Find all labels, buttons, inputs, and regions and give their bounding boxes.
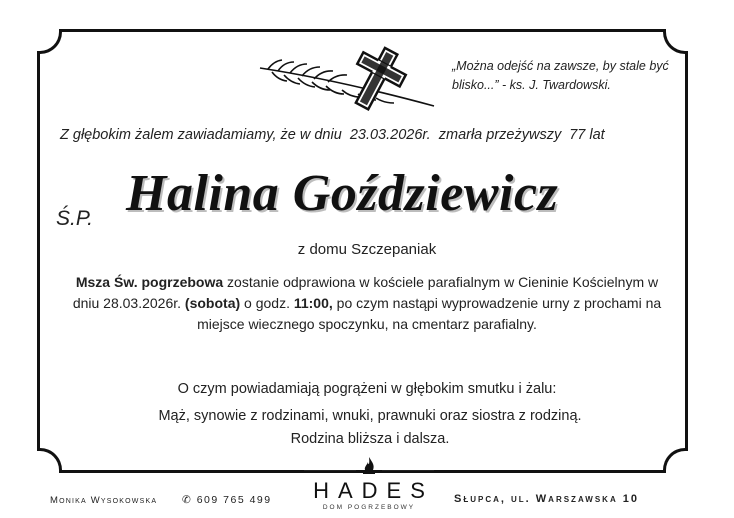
mass-text: zostanie odprawiona w kościele parafialnym w Cieninie Kościelnym w dniu 28.03.2026r. (72, 274, 659, 311)
mass-time: 11:00, (293, 295, 333, 311)
age-value: 77 lat (569, 127, 605, 143)
mass-text: o godz. (240, 295, 294, 311)
logo-rule (304, 470, 356, 471)
hades-logo (296, 456, 442, 516)
logo-name: HADES (313, 478, 434, 503)
footer-phone: ✆ 609 765 499 (182, 494, 272, 506)
footer-address: Słupca, ul. Warszawska 10 (454, 493, 640, 505)
mourners-line: Mąż, synowie z rodzinami, wnuki, prawnuki oraz siostra z rodziną. (158, 408, 582, 424)
death-date: 23.03.2026r. (349, 127, 431, 143)
announcement-text: Z głębokim żalem zawiadamiamy, że w dniu (60, 127, 342, 143)
frame-corner (663, 29, 688, 54)
frame-corner (37, 448, 62, 473)
funeral-mass-details (70, 272, 664, 335)
frame-corner (37, 29, 62, 54)
frame-corner (663, 448, 688, 473)
deceased-name: Halina Goździewicz (126, 165, 559, 222)
maiden-name: z domu Szczepaniak (297, 241, 437, 258)
logo-subtitle: DOM POGRZEBOWY (322, 504, 416, 511)
sp-prefix: Ś.P. (56, 207, 93, 230)
announcement-text-after: zmarła przeżywszy (438, 127, 562, 143)
footer-contact-name: Monika Wysokowska (50, 495, 158, 506)
mourners-list (120, 405, 620, 451)
mass-lead: Msza Św. pogrzebowa (75, 274, 224, 290)
mourners-line: Rodzina bliższa i dalsza. (290, 431, 450, 447)
mass-text: po czym nastąpi wyprowadzenie urny z prochami na miejsce wiecznego spoczynku, na cmentarz parafialny. (197, 295, 662, 332)
logo-rule (382, 470, 434, 471)
mass-day: (sobota) (184, 295, 241, 311)
announcement-line (60, 127, 680, 143)
flame-icon (360, 456, 378, 476)
cross-with-palm-icon (258, 44, 438, 114)
quote-text: „Można odejść na zawsze, by stale być blisko...” - ks. J. Twardowski. (452, 59, 669, 92)
notify-line: O czym powiadamiają pogrążeni w głębokim smutku i żalu: (177, 381, 557, 397)
